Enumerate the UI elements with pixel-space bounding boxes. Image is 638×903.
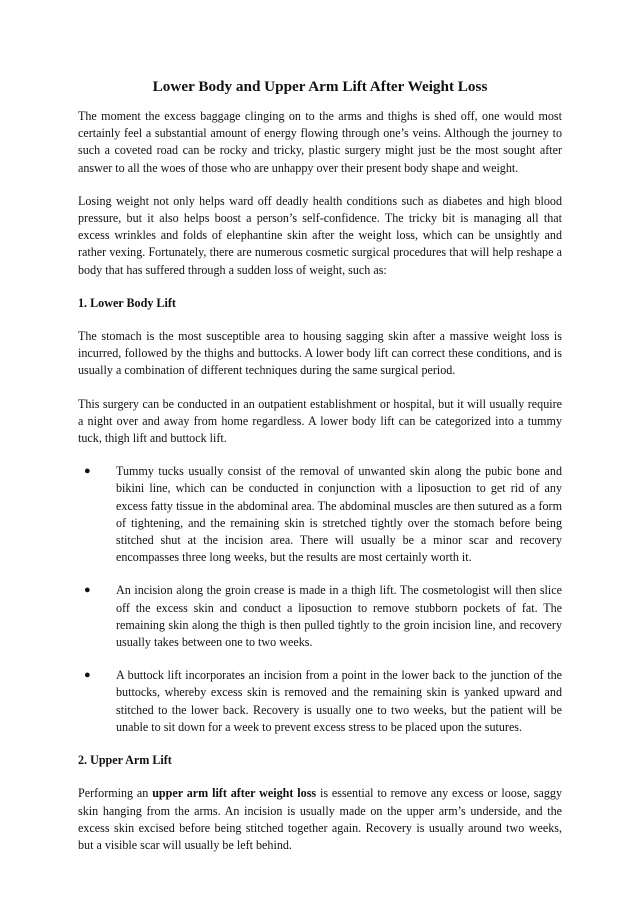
- document-title: Lower Body and Upper Arm Lift After Weight Loss: [152, 78, 488, 95]
- intro-paragraph-2: Losing weight not only helps ward off deadly health conditions such as diabetes and high blood pressure, but it also helps boost a person’s self-confidence. The tricky bit is managing all that excess wrinkles and folds of elephantine skin after the weight loss, which can be unsightly and rather vexing. Fortunately, there are numerous cosmetic surgical procedures that will help reshape a body that has suffered through a sudden loss of weight, such as:: [78, 193, 562, 277]
- upper-arm-text-start: Performing an: [78, 786, 153, 801]
- upper-arm-bold-phrase: upper arm lift after weight loss: [152, 786, 317, 801]
- bullet-icon: ●: [84, 669, 91, 682]
- bullet-text-buttock-lift: A buttock lift incorporates an incision from a point in the lower back to the junction of the buttocks, whereby excess skin is removed and the remaining skin is yanked upward and stitched to the lower back. Recovery is usually one to two weeks, but the patient will be unable to sit down for a week to prevent excess stress to be placed upon the sutures.: [116, 668, 562, 734]
- bullet-icon: ●: [84, 584, 91, 597]
- list-item: [78, 463, 562, 566]
- upper-arm-paragraph: [78, 785, 562, 854]
- lower-body-bullet-list: [78, 463, 562, 736]
- document-page: [78, 78, 562, 854]
- section-heading-upper-arm-lift: 2. Upper Arm Lift: [78, 753, 172, 768]
- lower-body-paragraph-2: This surgery can be conducted in an outpatient establishment or hospital, but it will usually require a night over and away from home regardless. A lower body lift can be categorized into a tummy tuck, thigh lift and buttock lift.: [78, 396, 562, 446]
- bullet-icon: ●: [84, 465, 91, 478]
- intro-paragraph-1: The moment the excess baggage clinging on to the arms and thighs is shed off, one would most certainly feel a substantial amount of energy flowing through one’s veins. Although the journey to such a coveted road can be rocky and tricky, plastic surgery might just be the most sought after answer to all the woes of those who are unhappy over their present body shape and weight.: [78, 109, 562, 175]
- bullet-text-tummy-tuck: Tummy tucks usually consist of the removal of unwanted skin along the pubic bone and bikini line, which can be conducted in conjunction with a liposuction to get rid of any excess fatty tissue in the abdominal area. The abdominal muscles are then sutured as a form of tightening, and the remaining skin is stretched tightly over the stomach before being stitched shut at the incision area. There will usually be a minor scar and recovery encompasses three long weeks, but the results are most certainly worth it.: [116, 464, 562, 565]
- lower-body-paragraph-1: The stomach is the most susceptible area to housing sagging skin after a massive weight loss is incurred, followed by the thighs and buttocks. A lower body lift can correct these conditions, and is usually a combination of different techniques during the same surgical period.: [78, 329, 562, 378]
- bullet-text-thigh-lift: An incision along the groin crease is made in a thigh lift. The cosmetologist will then slice off the excess skin and conduct a liposuction to remove stubborn pockets of fat. The remaining skin along the thigh is then pulled tightly to the groin incision line, and recovery usually takes between one to two weeks.: [116, 583, 562, 650]
- section-heading-lower-body-lift: 1. Lower Body Lift: [78, 295, 176, 310]
- upper-arm-text-end: is essential to remove any excess or loose, saggy skin hanging from the arms. An incision is usually made on the upper arm’s underside, and the excess skin excised before being stitched together again. Recovery is usually around two weeks, but a visible scar will usually be left behind.: [78, 786, 562, 852]
- list-item: [78, 667, 562, 736]
- list-item: [78, 582, 562, 651]
